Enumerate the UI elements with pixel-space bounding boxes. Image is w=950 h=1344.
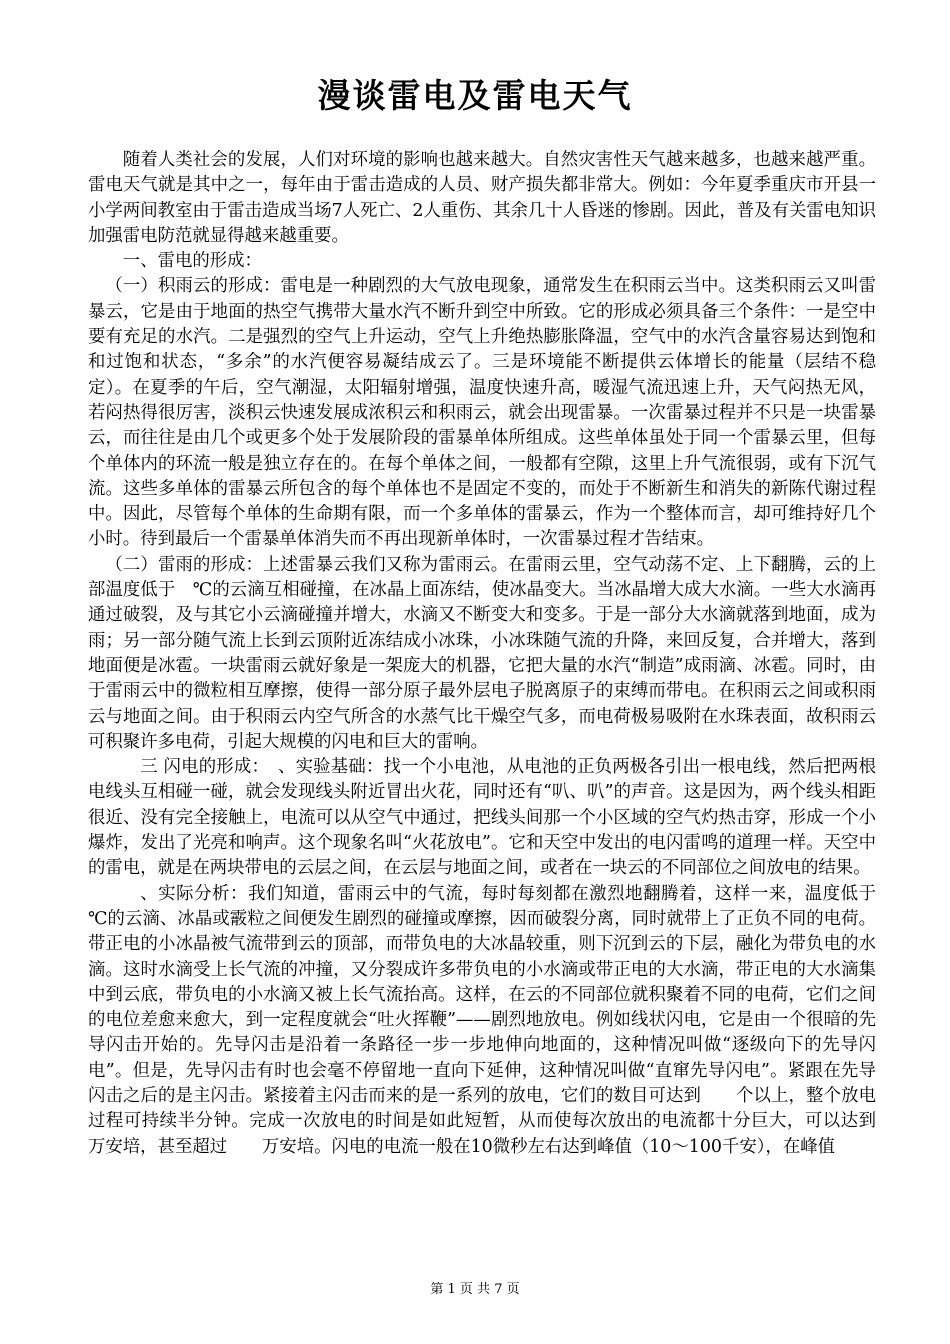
- paragraph-actual-analysis: 、实际分析：我们知道，雷雨云中的气流，每时每刻都在激烈地翻腾着，这样一来，温度低于 ℃的云滴、冰晶或霰粒之间便发生剧烈的碰撞或摩擦，因而破裂分离，同时就带上了正负不同的电荷。带正电的小冰晶被气流带到云的顶部，而带负电的大冰晶较重，则下沉到云的下层，融化为带负电的水滴。这时水滴受上长气流的冲撞，又分裂成许多带负电的小水滴或带正电的大水滴，带正电的大水滴集中到云底，带负电的小水滴又被上长气流抬高。这样，在云的不同部位就积聚着不同的电荷，它们之间的电位差愈来愈大，到一定程度就会“吐火挥鞭”——剧烈地放电。例如线状闪电，它是由一个很暗的先导闪击开始的。先导闪击是沿着一条路径一步一步地伸向地面的，这种情况叫做“逐级向下的先导闪电”。但是，先导闪击有时也会毫不停留地一直向下延伸，这种情况叫做“直窜先导闪电”。紧跟在先导闪击之后的是主闪击。紧接着主闪击而来的是一系列的放电，它们的数目可达到 个以上，整个放电过程可持续半分钟。完成一次放电的时间是如此短暂，从而使每次放出的电流都十分巨大，可以达到 万安培，甚至超过 万安培。闪电的电流一般在10微秒左右达到峰值（10～100千安），在峰值: [88, 883, 894, 1157]
- paragraph-flash-formation-experiment: 三 闪电的形成： 、实验基础：找一个小电池，从电池的正负两极各引出一根电线，然后把两根电线头互相碰一碰，就会发现线头附近冒出火花，同时还有“叭、叭”的声音。这是因为，两个线头相距很近、没有完全接触上，电流可以从空气中通过，把线头间那一个小区域的空气灼热击穿，形成一个小爆炸，发出了光亮和响声。这个现象名叫“火花放电”。它和天空中发出的电闪雷鸣的道理一样。天空中的雷电，就是在两块带电的云层之间，在云层与地面之间，或者在一块云的不同部位之间放电的结果。: [88, 757, 876, 879]
- document-title: 漫谈雷电及雷电天气: [317, 76, 633, 115]
- paragraph-cumulonimbus-formation: （一）积雨云的形成：雷电是一种剧烈的大气放电现象，通常发生在积雨云当中。这类积雨云又叫雷暴云，它是由于地面的热空气携带大量水汽不断升到空中所致。它的形成必须具备三个条件：一是空中要有充足的水汽。二是强烈的空气上升运动，空气上升绝热膨胀降温，空气中的水汽含量容易达到饱和和过饱和状态，“多余”的水汽便容易凝结成云了。三是环境能不断提供云体增长的能量（层结不稳定）。在夏季的午后，空气潮湿，太阳辐射增强，温度快速升高，暖湿气流迅速上升，天气闷热无风，若闷热得很厉害，淡积云快速发展成浓积云和积雨云，就会出现雷暴。一次雷暴过程并不只是一块雷暴云，而往往是由几个或更多个处于发展阶段的雷暴单体所组成。这些单体虽处于同一个雷暴云里，但每个单体内的环流一般是独立存在的。在每个单体之间，一般都有空隙，这里上升气流很弱，或有下沉气流。这些多单体的雷暴云所包含的每个单体也不是固定不变的，而处于不断新生和消失的新陈代谢过程中。因此，尽管每个单体的生命期有限，而一个多单体的雷暴云，作为一个整体而言，却可维持好几个小时。待到最后一个雷暴单体消失而不再出现新单体时，一次雷暴过程才告结束。: [88, 276, 876, 550]
- paragraph-intro: 随着人类社会的发展，人们对环境的影响也越来越大。自然灾害性天气越来越多，也越来越严重。雷电天气就是其中之一，每年由于雷击造成的人员、财产损失都非常大。例如：今年夏季重庆市开县一小学两间教室由于雷击造成当场7人死亡、2人重伤、其余几十人昏迷的惨剧。因此，普及有关雷电知识加强雷电防范就显得越来越重要。: [88, 150, 876, 246]
- document-body: [88, 148, 894, 1160]
- page-footer: 第 1 页 共 7 页: [430, 1282, 520, 1297]
- paragraph-thunderstorm-formation: （二）雷雨的形成：上述雷暴云我们又称为雷雨云。在雷雨云里，空气动荡不定、上下翻腾，云的上部温度低于 ℃的云滴互相碰撞，在冰晶上面冻结，使冰晶变大。当冰晶增大成大水滴。一些大水滴再通过破裂，及与其它小云滴碰撞并增大，水滴又不断变大和变多。于是一部分大水滴就落到地面，成为雨；另一部分随气流上长到云顶附近冻结成小冰珠，小冰珠随气流的升降，来回反复，合并增大，落到地面便是冰雹。一块雷雨云就好象是一架庞大的机器，它把大量的水汽“制造”成雨滴、冰雹。同时，由于雷雨云中的微粒相互摩擦，使得一部分原子最外层电子脱离原子的束缚而带电。在积雨云之间或积雨云与地面之间。由于积雨云内空气所含的水蒸气比干燥空气多，而电荷极易吸附在水珠表面，故积雨云可积聚许多电荷，引起大规模的闪电和巨大的雷响。: [88, 554, 876, 752]
- section-heading-lightning-formation: 一、雷电的形成：: [122, 251, 262, 272]
